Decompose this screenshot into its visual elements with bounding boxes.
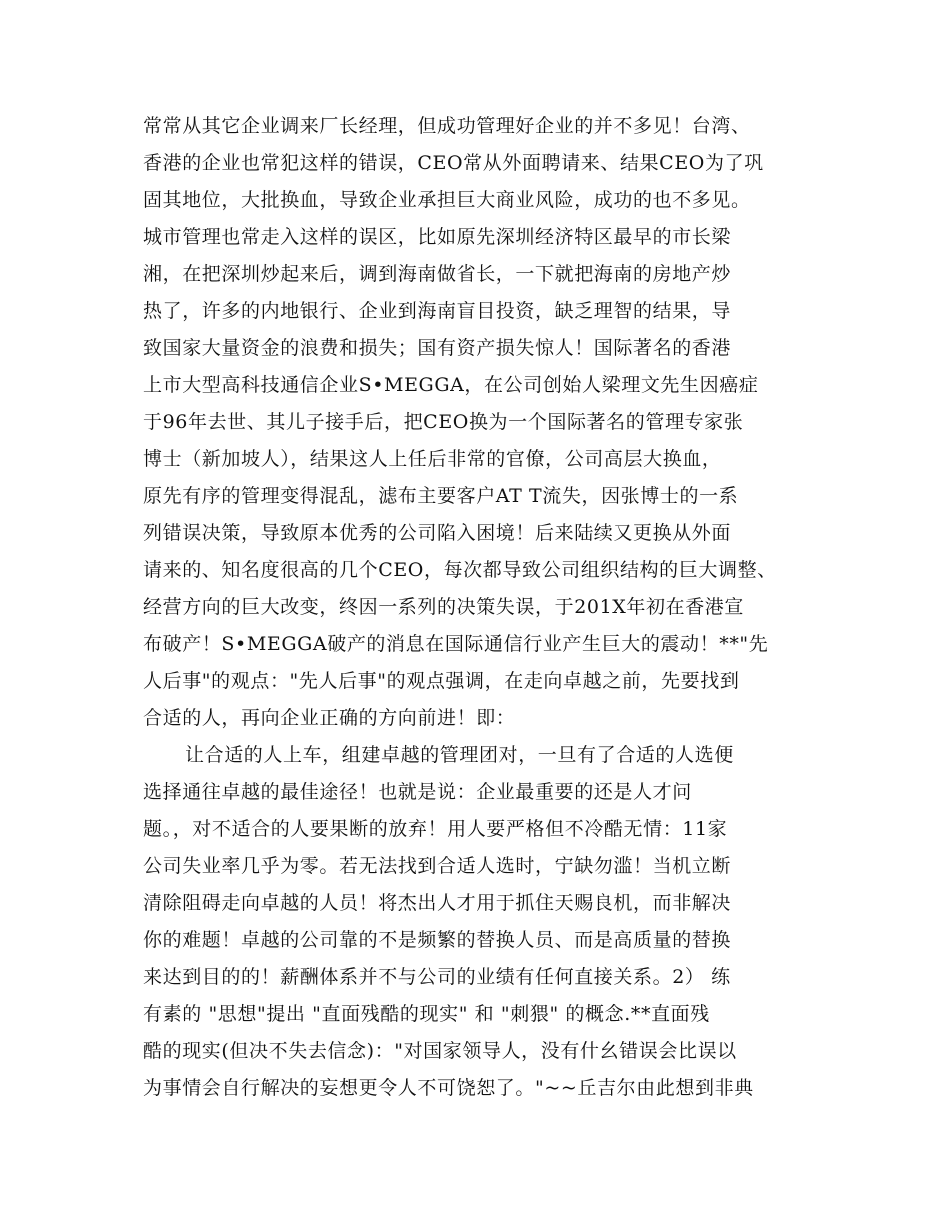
text-line: 于96年去世、其儿子接手后，把CEO换为一个国际著名的管理专家张: [143, 411, 744, 433]
text-line: 布破产！S•MEGGA破产的消息在国际通信行业产生巨大的震动！**"先: [143, 633, 769, 655]
text-line: 致国家大量资金的浪费和损失；国有资产损失惊人！国际著名的香港: [143, 337, 732, 359]
text-line: 常常从其它企业调来厂长经理，但成功管理好企业的并不多见！台湾、: [143, 115, 751, 137]
text-line: 题。，对不适合的人要果断的放弃！用人要严格但不冷酷无情：11家: [143, 818, 728, 840]
text-line: 固其地位，大批换血，导致企业承担巨大商业风险，成功的也不多见。: [143, 189, 751, 211]
text-line: 热了，许多的内地银行、企业到海南盲目投资，缺乏理智的结果，导: [143, 300, 732, 322]
text-line: 让合适的人上车，组建卓越的管理团对，一旦有了合适的人选便: [185, 744, 734, 766]
text-line: 选择通往卓越的最佳途径！也就是说：企业最重要的还是人才问: [143, 781, 692, 803]
text-line: 经营方向的巨大改变，终因一系列的决策失误，于201X年初在香港宣: [143, 596, 744, 618]
text-line: 上市大型高科技通信企业S•MEGGA，在公司创始人梁理文先生因癌症: [143, 374, 759, 396]
text-line: 为事情会自行解决的妄想更令人不可饶恕了。"~~丘吉尔由此想到非典: [143, 1077, 754, 1099]
text-line: 请来的、知名度很高的几个CEO，每次都导致公司组织结构的巨大调整、: [143, 559, 777, 581]
text-line: 合适的人，再向企业正确的方向前进！即：: [143, 707, 516, 729]
text-line: 湘，在把深圳炒起来后，调到海南做省长，一下就把海南的房地产炒: [143, 263, 732, 285]
text-line: 你的难题！卓越的公司靠的不是频繁的替换人员、而是高质量的替换: [143, 929, 732, 951]
text-line: 列错误决策，导致原本优秀的公司陷入困境！后来陆续又更换从外面: [143, 522, 732, 544]
body-text: [143, 108, 833, 1107]
text-line: 清除阻碍走向卓越的人员！将杰出人才用于抓住天赐良机，而非解决: [143, 892, 732, 914]
text-line: 酷的现实(但决不失去信念)："对国家领导人，没有什幺错误会比误以: [143, 1040, 737, 1062]
text-line: 香港的企业也常犯这样的错误，CEO常从外面聘请来、结果CEO为了巩: [143, 152, 764, 174]
text-line: 来达到目的的！薪酬体系并不与公司的业绩有任何直接关系。2） 练: [143, 966, 731, 988]
text-line: 公司失业率几乎为零。若无法找到合适人选时，宁缺勿滥！当机立断: [143, 855, 732, 877]
text-line: 城市管理也常走入这样的误区，比如原先深圳经济特区最早的市长梁: [143, 226, 732, 248]
text-line: 原先有序的管理变得混乱，滤布主要客户AT T流失，因张博士的一系: [143, 485, 739, 507]
text-line: 有素的 "思想"提出 "直面残酷的现实" 和 "刺猥" 的概念.**直面残: [143, 1003, 710, 1025]
text-line: 人后事"的观点："先人后事"的观点强调，在走向卓越之前，先要找到: [143, 670, 740, 692]
text-line: 博士（新加坡人），结果这人上任后非常的官僚，公司高层大换血，: [143, 448, 722, 470]
